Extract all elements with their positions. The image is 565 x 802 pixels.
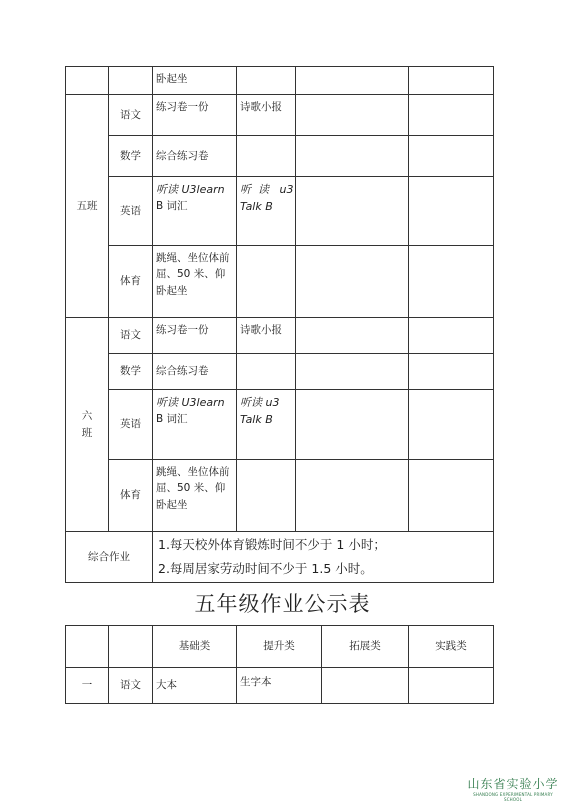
table-row: [66, 67, 494, 95]
school-logo: [466, 775, 560, 802]
subject-cell: 语文: [109, 668, 153, 704]
text-line: B 词汇: [156, 413, 188, 426]
text-line: 卧起坐: [156, 284, 188, 297]
text-line: 听读 U3learn: [156, 396, 225, 409]
comprehensive-content: [153, 532, 494, 583]
text-line: Talk B: [240, 200, 273, 214]
empty-cell: [296, 460, 409, 532]
empty-cell: [237, 136, 296, 177]
table-row: [66, 136, 494, 177]
table-row: [66, 354, 494, 390]
table-header-row: [66, 626, 494, 668]
empty-cell: [237, 354, 296, 390]
empty-cell: [296, 246, 409, 318]
cell-basic: [153, 177, 237, 246]
comprehensive-label: 综合作业: [66, 532, 153, 583]
table-row: [66, 95, 494, 136]
table-row: [66, 246, 494, 318]
table-row: [66, 177, 494, 246]
table-row: [66, 460, 494, 532]
text-line: 跳绳、坐位体前: [156, 466, 230, 478]
empty-cell: [296, 177, 409, 246]
cell-basic: 综合练习卷: [153, 354, 237, 390]
text-line: 听 读 u3: [240, 183, 294, 196]
class-label-1: 一: [66, 668, 109, 704]
subject-cell: 体育: [109, 246, 153, 318]
cell-advanced: [237, 390, 296, 460]
header-practice: 实践类: [409, 626, 494, 668]
empty-cell: [296, 390, 409, 460]
text-line: 听读 u3: [240, 396, 280, 409]
empty-cell: [409, 390, 494, 460]
cell-basic: 卧起坐: [153, 67, 237, 95]
cell-advanced: 诗歌小报: [237, 95, 296, 136]
cell-basic: 综合练习卷: [153, 136, 237, 177]
class-label-6: [66, 318, 109, 532]
school-name-english: SHANDONG EXPERIMENTAL PRIMARY SCHOOL: [473, 792, 553, 802]
empty-cell: [409, 95, 494, 136]
empty-cell: [409, 136, 494, 177]
text-line: 1.每天校外体育锻炼时间不少于 1 小时；: [158, 537, 386, 553]
subject-cell: 数学: [109, 136, 153, 177]
header-basic: 基础类: [153, 626, 237, 668]
empty-cell: [237, 246, 296, 318]
empty-cell: [409, 246, 494, 318]
subject-cell: 语文: [109, 95, 153, 136]
empty-cell: [409, 67, 494, 95]
empty-cell: [409, 460, 494, 532]
empty-cell: [409, 318, 494, 354]
empty-cell: [296, 95, 409, 136]
empty-cell: [296, 318, 409, 354]
table-row: [66, 532, 494, 583]
empty-cell: [409, 177, 494, 246]
empty-cell: [409, 668, 494, 704]
empty-cell: [296, 136, 409, 177]
subject-cell: 语文: [109, 318, 153, 354]
text-line: 屈、50 米、仰: [156, 482, 226, 495]
homework-table-bottom: [65, 625, 494, 704]
cell-basic: [153, 246, 237, 318]
text-line: 班: [81, 426, 93, 439]
cell-basic: 练习卷一份: [153, 318, 237, 354]
empty-cell: [409, 354, 494, 390]
empty-cell: [296, 354, 409, 390]
text-line: Talk B: [240, 413, 273, 427]
table-row: [66, 318, 494, 354]
cell-advanced: 诗歌小报: [237, 318, 296, 354]
subject-cell: 英语: [109, 390, 153, 460]
school-name: 山东省实验小学: [467, 777, 559, 791]
text-line: B 词汇: [156, 200, 188, 213]
empty-cell: [296, 67, 409, 95]
cell-basic: [153, 460, 237, 532]
page-title: 五年级作业公示表: [194, 592, 371, 616]
cell-advanced: [237, 177, 296, 246]
cell-basic: 大本: [153, 668, 237, 704]
text-line: 六: [81, 410, 93, 423]
text-line: 屈、50 米、仰: [156, 268, 226, 281]
text-line: 听读 U3learn: [156, 183, 225, 196]
empty-cell: [66, 626, 109, 668]
homework-table-top: [65, 66, 494, 583]
empty-cell: [237, 460, 296, 532]
text-line: 跳绳、坐位体前: [156, 252, 230, 264]
cell-advanced: 生字本: [237, 668, 322, 704]
empty-cell: [109, 67, 153, 95]
subject-cell: 体育: [109, 460, 153, 532]
header-advanced: 提升类: [237, 626, 322, 668]
empty-cell: [237, 67, 296, 95]
class-label-5: 五班: [66, 95, 109, 318]
empty-cell: [322, 668, 409, 704]
cell-basic: 练习卷一份: [153, 95, 237, 136]
empty-cell: [109, 626, 153, 668]
cell-basic: [153, 390, 237, 460]
subject-cell: 数学: [109, 354, 153, 390]
table-row: [66, 390, 494, 460]
header-extension: 拓展类: [322, 626, 409, 668]
text-line: 卧起坐: [156, 498, 188, 511]
empty-cell: [66, 67, 109, 95]
subject-cell: 英语: [109, 177, 153, 246]
table-row: [66, 668, 494, 704]
text-line: 2.每周居家劳动时间不少于 1.5 小时。: [158, 561, 373, 576]
